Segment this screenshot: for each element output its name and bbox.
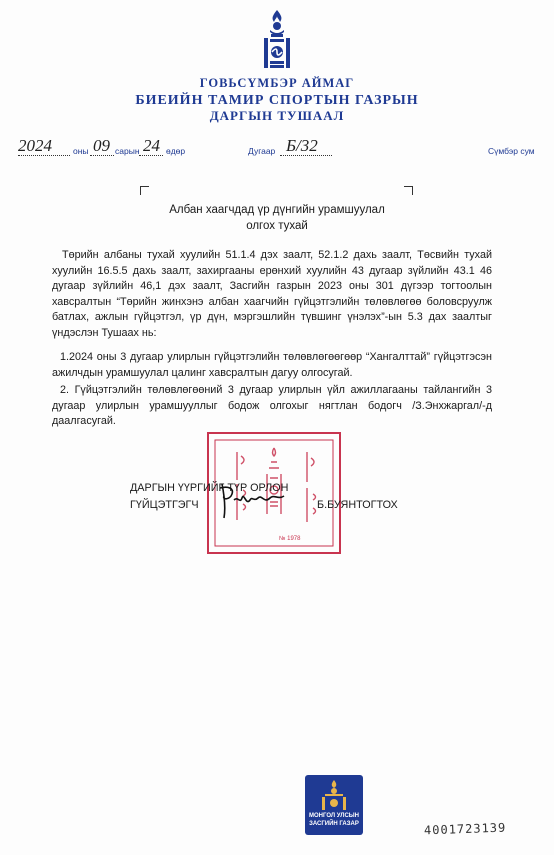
date-year: 2024 (18, 136, 52, 155)
signatory-title-line-1: ДАРГЫН ҮҮРГИЙГ ТҮР ОРЛОН (130, 482, 289, 494)
serial-number: 4001723139 (423, 820, 507, 838)
date-day-suffix: өдөр (166, 146, 186, 156)
date-month: 09 (93, 136, 110, 155)
number-value: Б/32 (286, 136, 318, 155)
signatory-name: Б.БУЯНТОГТОХ (317, 499, 398, 511)
government-stamp-badge (305, 775, 363, 835)
handwritten-signature (214, 478, 296, 524)
date-year-suffix: оны (73, 146, 89, 156)
org-aimag: ГОВЬСҮМБЭР АЙМАГ (199, 76, 355, 90)
stamp-text-line-2: ЗАСГИЙН ГАЗАР (309, 821, 359, 827)
place-name: Сүмбэр сум (488, 146, 535, 156)
date-month-suffix: сарын (115, 146, 140, 156)
date-day: 24 (143, 136, 160, 155)
org-agency: БИЕИЙН ТАМИР СПОРТЫН ГАЗРЫН (135, 93, 419, 108)
subject-line-1: Албан хаагчдад үр дүнгийн урамшуулал (169, 204, 385, 216)
order-item-2: 2. Гүйцэтгэлийн төлөвлөгөөний 3 дугаар улирлын үйл ажиллагааны тайлангийн 3 дугаар улирлын урамшууллыг бодож олгохыг нягтлан бодогч /З.Энхжаргал/-д даалгасугай. (52, 384, 492, 428)
preamble-paragraph: Төрийн албаны тухай хуулийн 51.1.4 дэх заалт, 52.1.2 дахь заалт, Төсвийн тухай хуулийн 16.5.5 дахь заалт, захиргааны ерөнхий хуулийн 43 дугаар зүйлийн 43.1 46 дугаар зүйлийн 46,1 дэх заалт, Засгийн газрын 2023 оны 301 дүгээр тогтоолын хавсралтын “Төрийн жинхэнэ албан хаагчийн гүйцэтгэлийн төлөвлөгөө боловсруулж батлах, ажлын гүйцэтгэл, үр дүн, мэргэшлийн түвшинг үнэлэх”-ын 5.3 дах заалтыг үндэслэн Тушаах нь: (52, 249, 492, 339)
subject-line-2: олгох тухай (246, 220, 308, 232)
subject-bracket-right (404, 186, 413, 195)
svg-text:№ 1978: № 1978 (279, 536, 301, 542)
signatory-title-line-2: ГҮЙЦЭТГЭГЧ (130, 499, 199, 511)
number-label: Дугаар (248, 146, 276, 156)
soyombo-emblem (259, 10, 295, 70)
stamp-text-line-1: МОНГОЛ УЛСЫН (309, 813, 359, 819)
subject-bracket-left (140, 186, 149, 195)
order-item-1: 1.2024 оны 3 дугаар улирлын гүйцэтгэлийн төлөвлөгөөгөөр “Хангалттай” гүйцэтгэсэн ажилчдын урамшуулал цалинг хавсралтын дагуу олгосугай. (52, 351, 492, 379)
document-type: ДАРГЫН ТУШААЛ (209, 108, 345, 123)
date-line (18, 136, 538, 160)
